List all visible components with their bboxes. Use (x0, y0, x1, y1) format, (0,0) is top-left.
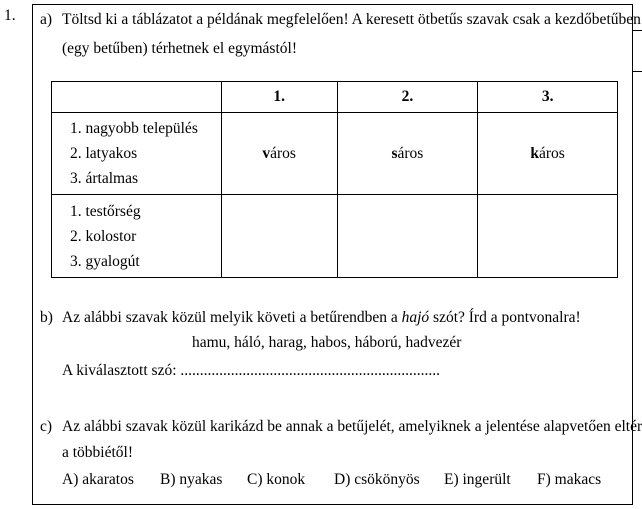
answer-first-letter: k (530, 144, 540, 162)
table-row-task (52, 195, 618, 278)
answer-cell (478, 113, 618, 195)
table-header-row (52, 82, 618, 113)
answer-input-cell[interactable] (221, 195, 337, 278)
table-header-cell: 2. (337, 82, 478, 113)
option-c[interactable]: C) konok (247, 471, 306, 488)
answer-rest: áros (270, 144, 296, 162)
question-text: szót? Írd a pontvonalra! (429, 309, 581, 326)
part-a-instruction-line2: (egy betűben) térhetnek el egymástól! (62, 40, 297, 57)
option-a[interactable]: A) akaratos (62, 471, 134, 488)
question-text: Az alábbi szavak közül melyik követi a betűrendben a (62, 309, 402, 326)
answer-first-letter: s (391, 144, 398, 162)
clue-item: 3. ártalmas (70, 170, 139, 187)
answer-label: A kiválasztott szó: (62, 362, 181, 379)
part-b-word-list: hamu, háló, harag, habos, háború, hadvezér (192, 334, 462, 351)
part-b-question (62, 309, 581, 327)
answer-input-cell[interactable] (337, 195, 478, 278)
score-box-line-bottom (633, 71, 642, 72)
answer-rest: áros (397, 144, 424, 162)
answer-input-cell[interactable] (478, 195, 618, 278)
table-header-cell (52, 82, 222, 113)
table-header-cell: 1. (221, 82, 337, 113)
exercise-number: 1. (4, 7, 16, 24)
clue-cell (52, 195, 222, 278)
part-b-answer-row (62, 362, 440, 380)
table-header-cell: 3. (478, 82, 618, 113)
clue-item: 2. kolostor (70, 227, 137, 245)
answer-dotted-line[interactable]: ................................................................... (180, 362, 441, 379)
option-f[interactable]: F) makacs (537, 471, 602, 488)
clue-item: 1. testőrség (70, 202, 141, 220)
clue-item: 2. latyakos (70, 145, 138, 162)
clue-cell (52, 113, 222, 195)
word-table (51, 81, 618, 278)
clue-item: 3. gyalogút (70, 252, 140, 270)
part-a-instruction-line1: Töltsd ki a táblázatot a példának megfelelően! A keresett ötbetűs szavak csak a kezdőbetűben (62, 11, 641, 28)
clue-item: 1. nagyobb település (70, 120, 198, 137)
option-d[interactable]: D) csökönyös (334, 471, 420, 488)
part-c-letter: c) (40, 418, 53, 435)
part-a-letter: a) (40, 11, 53, 28)
part-b-letter: b) (40, 309, 53, 326)
option-b[interactable]: B) nyakas (160, 471, 223, 488)
score-box-line-top (633, 30, 642, 31)
answer-cell (337, 113, 478, 195)
option-e[interactable]: E) ingerült (444, 471, 511, 488)
answer-first-letter: v (262, 144, 271, 162)
answer-cell (221, 113, 337, 195)
table-row-example (52, 113, 618, 195)
part-c-instruction-line1: Az alábbi szavak közül karikázd be annak a betűjelét, amelyiknek a jelentése alapvetően eltér (62, 418, 642, 435)
question-word: hajó (401, 309, 430, 326)
answer-rest: áros (539, 144, 565, 162)
part-c-instruction-line2: a többiétől! (62, 444, 134, 461)
